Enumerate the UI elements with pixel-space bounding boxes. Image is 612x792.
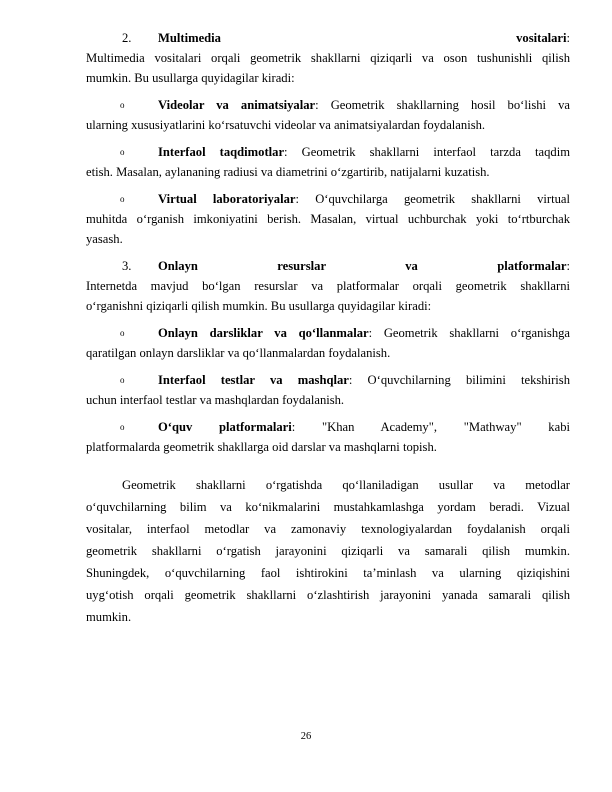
- list-item-text: : O‘quvchilarning bilimini tekshirish: [348, 373, 570, 387]
- list-item-term: O‘quv platformalari: [158, 420, 292, 434]
- list-item-continuation: yasash.: [86, 232, 123, 246]
- paragraph-line: vositalar, interfaol metodlar va zamonaviy texnologiyalardan foydalanish orqali: [86, 522, 570, 536]
- list-item: [158, 97, 570, 113]
- paragraph-line: o‘quvchilarning bilim va ko‘nikmalarini mustahkamlashga yordam beradi. Vizual: [86, 500, 570, 514]
- list-item-text: : O‘quvchilarga geometrik shakllarni virtual: [295, 192, 570, 206]
- list-item-term: Interfaol taqdimotlar: [158, 145, 285, 159]
- bullet-marker: o: [120, 422, 125, 432]
- list-item-text: : Geometrik shakllarni o‘rganishga: [368, 326, 571, 340]
- list-item: [158, 419, 570, 435]
- list-item-continuation: ularning xususiyatlarini ko‘rsatuvchi videolar va animatsiyalardan foydalanish.: [86, 118, 486, 132]
- list-item-continuation: etish. Masalan, aylananing radiusi va diametrini o‘zgartirib, natijalarni kuzatish.: [86, 165, 490, 179]
- bullet-marker: o: [120, 194, 125, 204]
- list-item: [158, 372, 570, 388]
- list-item-text: : Geometrik shakllarni interfaol tarzda taqdim: [284, 145, 571, 159]
- bullet-marker: o: [120, 100, 125, 110]
- section-title: Onlayn resurslar va platformalar: [158, 259, 567, 273]
- section-heading: Onlayn resurslar va platformalar:: [158, 259, 570, 273]
- paragraph-line: o‘rganishni qiziqarli qilish mumkin. Bu usullarga quyidagilar kiradi:: [86, 299, 432, 313]
- paragraph-line: geometrik shakllarni o‘rgatish jarayonini qiziqarli va samarali qilish mumkin.: [86, 544, 570, 558]
- paragraph-line: Shuningdek, o‘quvchilarning faol ishtirokini ta’minlash va ularning qiziqishini: [86, 566, 570, 580]
- section-number: 2.: [122, 31, 132, 45]
- list-item-text: : Geometrik shakllarning hosil bo‘lishi va: [315, 98, 570, 112]
- list-item-term: Virtual laboratoriyalar: [158, 192, 296, 206]
- paragraph-line: uyg‘otish orqali geometrik shakllarni o‘zlashtirish jarayonini yanada samarali qilish: [86, 588, 570, 602]
- paragraph-line: mumkin. Bu usullarga quyidagilar kiradi:: [86, 71, 295, 85]
- list-item-text: : "Khan Academy", "Mathway" kabi: [291, 420, 570, 434]
- list-item: [158, 144, 570, 160]
- page-number: 26: [300, 731, 312, 742]
- section-number: 3.: [122, 259, 132, 273]
- bullet-marker: o: [120, 328, 125, 338]
- list-item: [158, 191, 570, 207]
- section-title: Multimedia vositalari: [158, 31, 567, 45]
- list-item-continuation: uchun interfaol testlar va mashqlardan foydalanish.: [86, 393, 345, 407]
- list-item-term: Onlayn darsliklar va qo‘llanmalar: [158, 326, 369, 340]
- list-item-continuation: platformalarda geometrik shakllarga oid darslar va mashqlarni topish.: [86, 440, 437, 454]
- paragraph-line: Internetda mavjud bo‘lgan resurslar va platformalar orqali geometrik shakllarni: [86, 279, 570, 293]
- list-item-continuation: muhitda o‘rganish imkoniyatini berish. Masalan, virtual uchburchak yoki to‘rtburchak: [86, 212, 570, 226]
- list-item-term: Interfaol testlar va mashqlar: [158, 373, 349, 387]
- list-item-continuation: qaratilgan onlayn darsliklar va qo‘llanmalardan foydalanish.: [86, 346, 391, 360]
- bullet-marker: o: [120, 147, 125, 157]
- section-heading: Multimedia vositalari:: [158, 31, 570, 45]
- bullet-marker: o: [120, 375, 125, 385]
- paragraph-line: Multimedia vositalari orqali geometrik shakllarni qiziqarli va oson tushunishli qilish: [86, 51, 570, 65]
- paragraph-line: mumkin.: [86, 610, 132, 624]
- list-item-term: Videolar va animatsiyalar: [158, 98, 316, 112]
- paragraph-line: Geometrik shakllarni o‘rgatishda qo‘llaniladigan usullar va metodlar: [122, 478, 570, 492]
- list-item: [158, 325, 570, 341]
